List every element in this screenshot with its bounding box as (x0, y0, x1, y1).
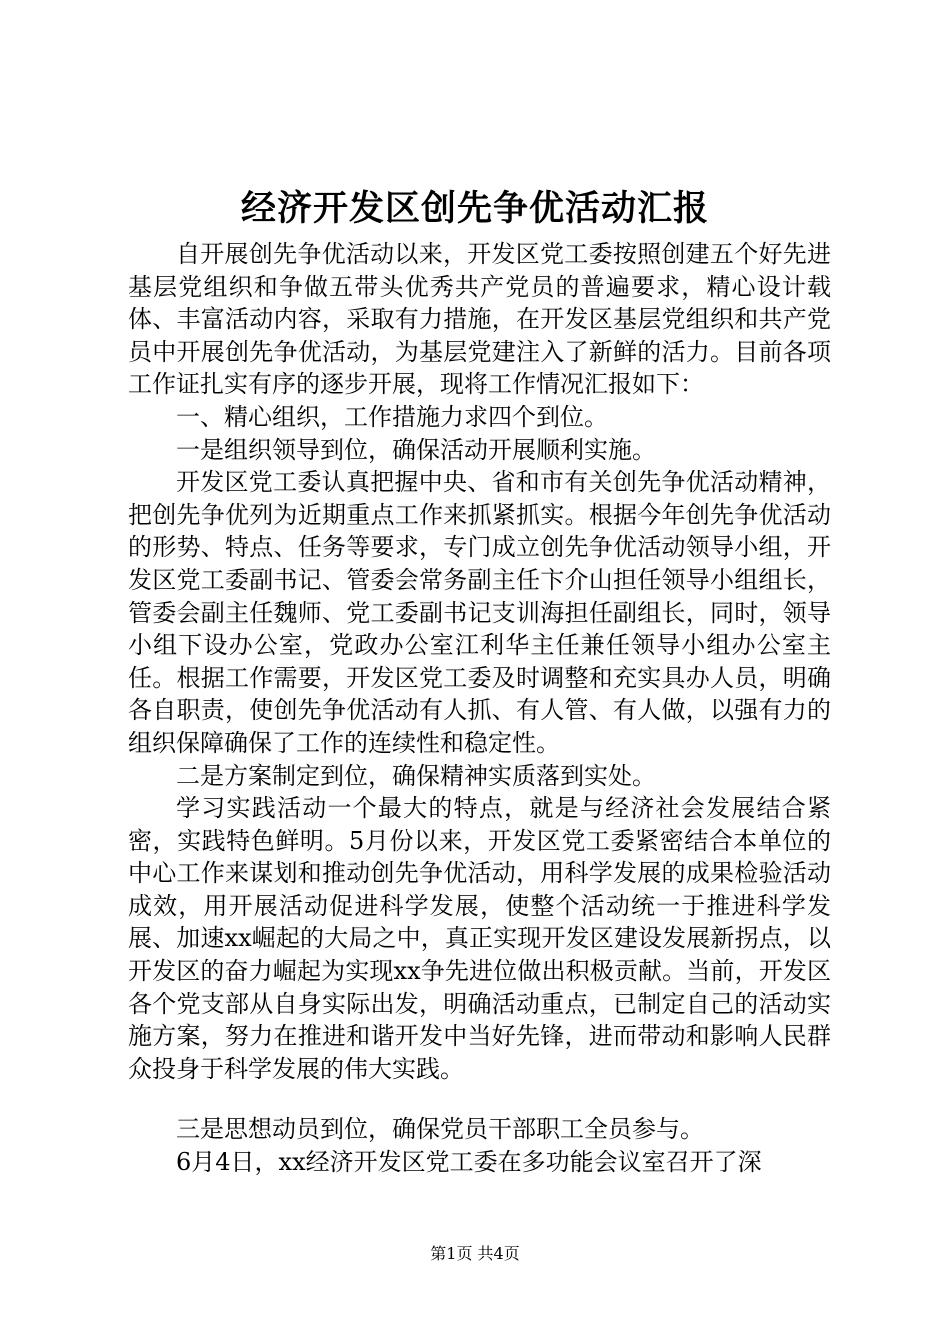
paragraph-intro: 自开展创先争优活动以来，开发区党工委按照创建五个好先进基层党组织和争做五带头优秀共产党员的普遍要求，精心设计载体、丰富活动内容，采取有力措施，在开发区基层党组织和共产党员中开展创先争优活动，为基层党建注入了新鲜的活力。目前各项工作证扎实有序的逐步开展，现将工作情况汇报如下： (128, 240, 831, 399)
paragraph-mobilization: 6月4日，xx经济开发区党工委在多功能会议室召开了深 (176, 1148, 762, 1177)
page-number-footer: 第1页 共4页 (430, 1244, 520, 1263)
subheading-1: 一是组织领导到位，确保活动开展顺利实施。 (176, 435, 656, 464)
paragraph-organization: 开发区党工委认真把握中央、省和市有关创先争优活动精神，把创先争优列为近期重点工作来抓紧抓实。根据今年创先争优活动的形势、特点、任务等要求，专门成立创先争优活动领导小组，开发区党工委副书记、管委会常务副主任卞介山担任领导小组组长，管委会副主任魏师、党工委副书记支训海担任副组长，同时，领导小组下设办公室，党政办公室江利华主任兼任领导小组办公室主任。根据工作需要，开发区党工委及时调整和充实具办人员，明确各自职责，使创先争优活动有人抓、有人管、有人做，以强有力的组织保障确保了工作的连续性和稳定性。 (128, 468, 831, 757)
paragraph-plan: 学习实践活动一个最大的特点，就是与经济社会发展结合紧密，实践特色鲜明。5月份以来，开发区党工委紧密结合本单位的中心工作来谋划和推动创先争优活动，用科学发展的成果检验活动成效，用开展活动促进科学发展，使整个活动统一于推进科学发展、加速xx崛起的大局之中，真正实现开发区建设发展新拐点，以开发区的奋力崛起为实现xx争先进位做出积极贡献。当前，开发区各个党支部从自身实际出发，明确活动重点，已制定自己的活动实施方案，努力在推进和谐开发中当好先锋，进而带动和影响人民群众投身于科学发展的伟大实践。 (128, 794, 831, 1083)
document-title: 经济开发区创先争优活动汇报 (240, 188, 709, 229)
section-heading-1: 一、精心组织，工作措施力求四个到位。 (176, 402, 608, 431)
document-body (128, 238, 831, 1179)
subheading-3: 三是思想动员到位，确保党员干部职工全员参与。 (176, 1115, 704, 1144)
subheading-2: 二是方案制定到位，确保精神实质落到实处。 (176, 761, 656, 790)
